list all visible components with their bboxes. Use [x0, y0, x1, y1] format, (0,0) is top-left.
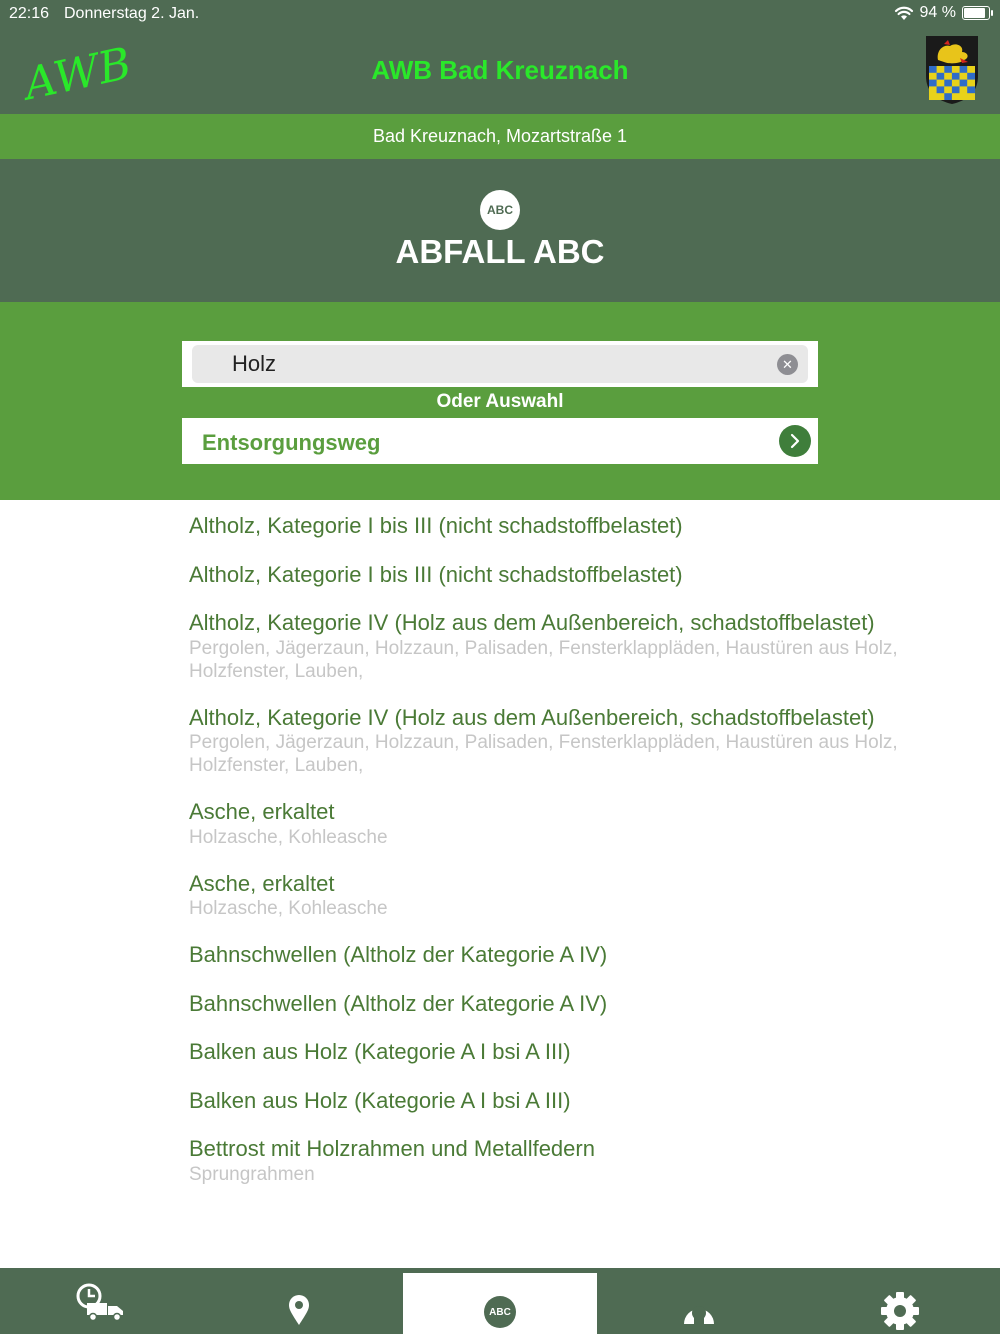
address-bar[interactable]	[0, 114, 1000, 159]
item-subtitle: Pergolen, Jägerzaun, Holzzaun, Palisaden, Fensterklappläden, Haustüren aus Holz, Holzfenster, Lauben,	[189, 637, 898, 682]
list-item[interactable]	[189, 500, 969, 549]
location-pin-icon	[288, 1294, 310, 1326]
item-subtitle: Sprungrahmen	[189, 1163, 315, 1185]
status-bar	[0, 0, 1000, 28]
item-subtitle: Holzasche, Kohleasche	[189, 826, 388, 848]
abc-badge-icon: ABC	[480, 190, 520, 230]
status-indicators	[894, 4, 990, 22]
item-title: Bettrost mit Holzrahmen und Metallfedern	[189, 1136, 595, 1161]
disposal-route-selector[interactable]	[182, 418, 818, 464]
list-item[interactable]	[189, 786, 969, 858]
item-title: Altholz, Kategorie I bis III (nicht schadstoffbelastet)	[189, 513, 683, 538]
tab-bar	[0, 1268, 1000, 1334]
item-subtitle: Holzasche, Kohleasche	[189, 898, 388, 919]
item-title: Asche, erkaltet	[189, 799, 335, 824]
close-icon: ✕	[782, 356, 793, 372]
list-item[interactable]	[189, 692, 969, 787]
tab-location[interactable]	[200, 1268, 400, 1334]
list-item[interactable]	[189, 858, 969, 930]
tab-settings[interactable]	[800, 1268, 1000, 1334]
item-subtitle: Pergolen, Jägerzaun, Holzzaun, Palisaden, Fensterklappläden, Haustüren aus Holz, Holzfenster, Lauben,	[189, 732, 898, 776]
wifi-icon	[894, 6, 914, 21]
search-input[interactable]	[232, 345, 752, 383]
battery-percent: 94 %	[919, 4, 956, 21]
list-item[interactable]	[189, 929, 969, 978]
list-item[interactable]	[189, 597, 969, 692]
tab-profile[interactable]	[600, 1268, 800, 1334]
or-selection-label: Oder Auswahl	[436, 391, 564, 412]
app-title: AWB Bad Kreuznach	[371, 55, 629, 85]
list-item[interactable]	[189, 549, 969, 598]
search-panel	[0, 302, 1000, 500]
list-item[interactable]	[189, 978, 969, 1027]
section-header	[0, 159, 1000, 302]
abc-icon	[484, 1296, 516, 1328]
status-time: 22:16	[9, 5, 50, 22]
abc-tab-label: ABC	[489, 1306, 511, 1318]
item-title: Bahnschwellen (Altholz der Kategorie A IV)	[189, 942, 608, 967]
address-label: Bad Kreuznach, Mozartstraße 1	[372, 126, 628, 146]
section-title: ABFALL ABC	[395, 233, 605, 270]
item-title: Balken aus Holz (Kategorie A I bsi A III)	[189, 1087, 571, 1113]
app-header	[0, 28, 1000, 114]
coat-of-arms-icon	[924, 34, 980, 106]
search-box	[182, 341, 818, 387]
svg-text:AWB: AWB	[19, 38, 136, 111]
list-item[interactable]	[189, 1075, 969, 1124]
item-title: Altholz, Kategorie IV (Holz aus dem Außenbereich, schadstoffbelastet)	[189, 610, 875, 635]
status-date: Donnerstag 2. Jan.	[64, 5, 200, 22]
item-title: Altholz, Kategorie IV (Holz aus dem Außenbereich, schadstoffbelastet)	[189, 704, 875, 730]
tab-schedule[interactable]	[0, 1268, 200, 1334]
item-title: Altholz, Kategorie I bis III (nicht schadstoffbelastet)	[189, 561, 683, 587]
item-title: Asche, erkaltet	[189, 870, 335, 896]
item-title: Balken aus Holz (Kategorie A I bsi A III)	[189, 1039, 571, 1064]
battery-level	[964, 8, 985, 18]
tab-abc[interactable]	[400, 1268, 600, 1334]
battery-icon	[962, 6, 990, 20]
results-list	[189, 500, 969, 1266]
profile-icon	[682, 1298, 716, 1324]
list-item[interactable]	[189, 1026, 969, 1075]
chevron-right-icon[interactable]	[779, 425, 811, 457]
search-field	[192, 345, 808, 383]
schedule-truck-icon	[75, 1282, 127, 1322]
clear-search-button[interactable]	[777, 354, 798, 375]
item-title: Bahnschwellen (Altholz der Kategorie A IV)	[189, 990, 608, 1016]
settings-gear-icon	[880, 1291, 920, 1331]
list-item[interactable]	[189, 1123, 969, 1195]
disposal-route-label: Entsorgungsweg	[202, 430, 381, 455]
